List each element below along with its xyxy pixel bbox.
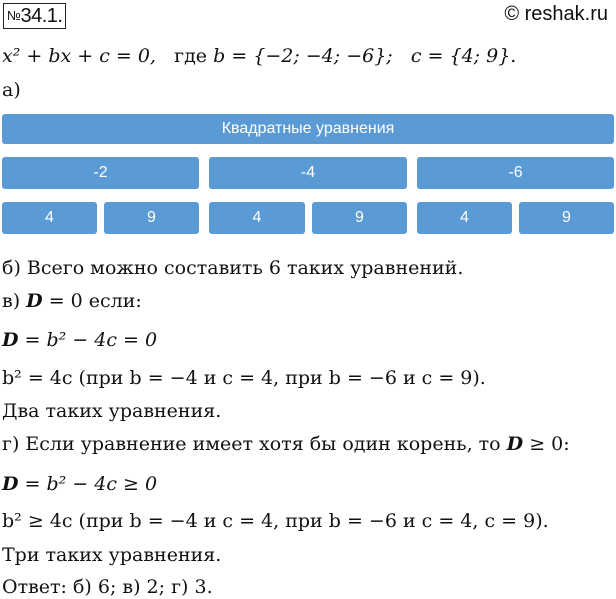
part-v-conclusion: Два таких уравнения. <box>2 400 222 422</box>
part-v-intro <box>2 289 142 313</box>
part-g-conclusion: Три таких уравнения. <box>2 544 222 566</box>
c-node: 4 <box>417 202 512 234</box>
c-node: 9 <box>104 202 199 234</box>
part-a-label: а) <box>2 79 21 101</box>
discriminant-ineq: = b² − 4c ≥ 0 <box>24 473 158 495</box>
number-sign: № <box>7 8 21 23</box>
part-g-condition: ≥ 0: <box>529 433 570 455</box>
part-g-result: b² ≥ 4c (при b = −4 и c = 4, при b = −6 и c = 4, c = 9). <box>2 510 549 532</box>
equation: x² + bx + c = 0, <box>2 45 156 67</box>
answer: Ответ: б) 6; в) 2; г) 3. <box>2 576 213 598</box>
site-watermark: © reshak.ru <box>504 3 608 25</box>
part-v-result: b² = 4c (при b = −4 и c = 4, при b = −6 и c = 9). <box>2 367 486 389</box>
problem-statement <box>2 44 516 68</box>
b-set: b = {−2; −4; −6}; <box>213 45 393 67</box>
d-symbol: D <box>506 433 524 455</box>
b-node: -6 <box>417 157 614 189</box>
c-node: 9 <box>312 202 407 234</box>
c-node: 4 <box>2 202 97 234</box>
b-node: -2 <box>2 157 199 189</box>
where-label: где <box>174 45 208 67</box>
b-node: -4 <box>209 157 407 189</box>
c-node: 4 <box>209 202 305 234</box>
part-g-discriminant <box>2 472 157 496</box>
c-set: c = {4; 9}. <box>410 45 517 67</box>
c-node: 9 <box>519 202 614 234</box>
part-v-discriminant <box>2 328 157 352</box>
d-symbol: D <box>2 473 19 495</box>
d-symbol: D <box>26 290 43 312</box>
part-v-label: в) <box>2 290 21 312</box>
part-g-intro <box>2 432 570 456</box>
discriminant-eq: = b² − 4c = 0 <box>24 329 158 351</box>
part-b-text: б) Всего можно составить 6 таких уравнений. <box>2 257 464 279</box>
part-g-text: г) Если уравнение имеет хотя бы один корень, то <box>2 433 501 455</box>
part-v-suffix: если: <box>88 290 142 312</box>
part-v-condition: = 0 <box>48 290 83 312</box>
d-symbol: D <box>2 329 19 351</box>
number-value: 34.1. <box>20 5 63 27</box>
tree-root: Квадратные уравнения <box>2 114 614 144</box>
problem-number <box>3 3 66 29</box>
